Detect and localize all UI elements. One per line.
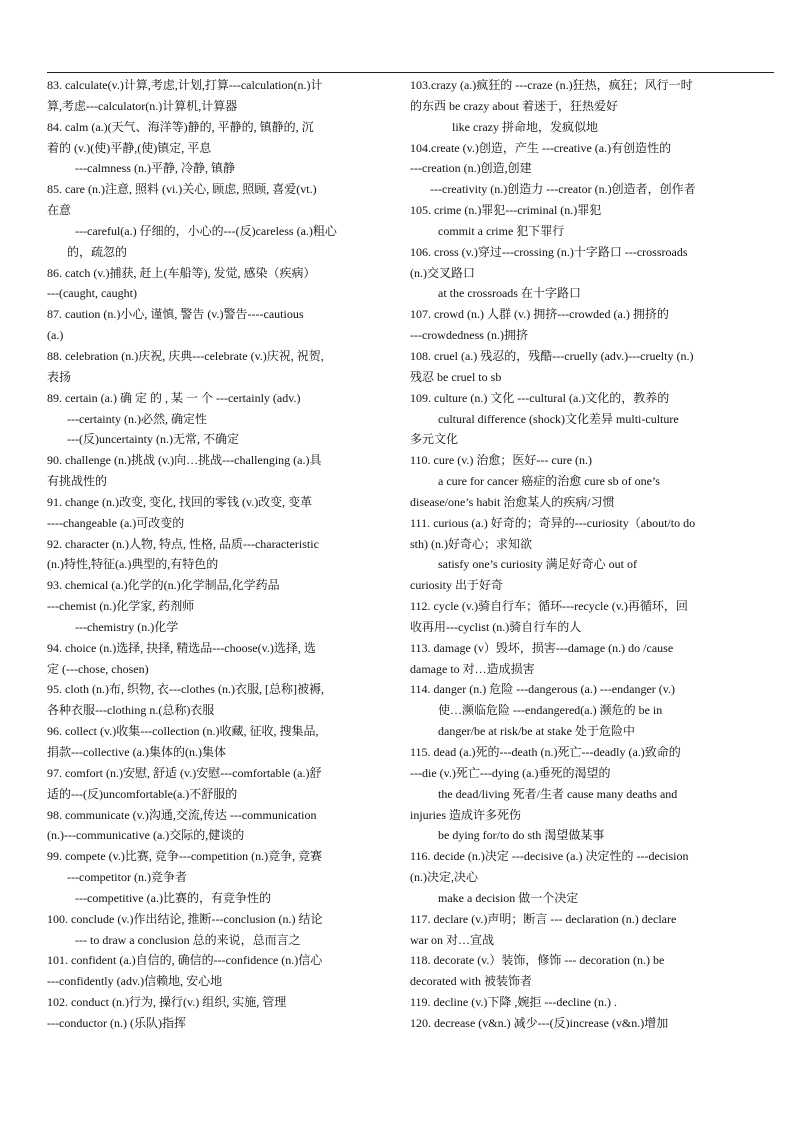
text-line: ---competitor (n.)竞争者 bbox=[67, 870, 187, 885]
text-line: 多元文化 bbox=[410, 432, 459, 447]
text-line: --- to draw a conclusion 总的来说，总而言之 bbox=[75, 932, 301, 947]
right-column bbox=[410, 75, 774, 1034]
text-line: (n.)特性,特征(a.)典型的,有特色的 bbox=[47, 557, 219, 572]
text-line: 101. confident (a.)自信的, 确信的---confidence (n.)信心 bbox=[47, 953, 323, 968]
text-line: injuries 造成许多死伤 bbox=[410, 807, 521, 822]
text-line: be dying for/to do sth 渴望做某事 bbox=[438, 828, 605, 843]
text-line: 捐款---collective (a.)集体的(n.)集体 bbox=[47, 745, 226, 759]
text-line: 106. cross (v.)穿过---crossing (n.)十字路口 ---crossroads bbox=[410, 244, 688, 259]
text-line: 在意 bbox=[47, 203, 72, 218]
text-line: like crazy 拼命地，发疯似地 bbox=[452, 119, 598, 134]
text-line: damage to 对…造成损害 bbox=[410, 661, 535, 676]
text-line: war on 对…宣战 bbox=[410, 932, 494, 947]
text-line: commit a crime 犯下罪行 bbox=[438, 223, 565, 238]
text-line: 93. chemical (a.)化学的(n.)化学制品,化学药品 bbox=[47, 578, 280, 593]
text-line: 的，疏忽的 bbox=[67, 244, 128, 259]
text-line: 115. dead (a.)死的---death (n.)死亡---deadly (a.)致命的 bbox=[410, 745, 681, 759]
text-line: decorated with 被装饰者 bbox=[410, 974, 532, 989]
text-line: ---competitive (a.)比赛的，有竞争性的 bbox=[75, 890, 271, 905]
text-line: 90. challenge (n.)挑战 (v.)向…挑战---challenging (a.)具 bbox=[47, 453, 322, 468]
text-line: 114. danger (n.) 危险 ---dangerous (a.) ---endanger (v.) bbox=[410, 682, 675, 697]
text-line: 100. conclude (v.)作出结论, 推断---conclusion (n.) 结论 bbox=[47, 911, 323, 926]
text-line: 111. curious (a.) 好奇的；奇异的---curiosity（about/to do bbox=[410, 515, 696, 530]
text-line: 84. calm (a.)(天气、海洋等)静的, 平静的, 镇静的, 沉 bbox=[47, 119, 314, 134]
text-line: the dead/living 死者/生者 cause many deaths and bbox=[438, 786, 678, 801]
text-line: cultural difference (shock)文化差异 multi-culture bbox=[438, 411, 679, 426]
text-line: (n.)---communicative (a.)交际的,健谈的 bbox=[47, 828, 245, 843]
text-line: 107. crowd (n.) 人群 (v.) 拥挤---crowded (a.) 拥挤的 bbox=[410, 307, 669, 322]
text-line: 表扬 bbox=[47, 369, 72, 384]
text-line: 适的---(反)uncomfortable(a.)不舒服的 bbox=[47, 786, 238, 801]
text-line: 116. decide (n.)决定 ---decisive (a.) 决定性的 ---decision bbox=[410, 849, 689, 864]
text-line: 120. decrease (v&n.) 减少---(反)increase (v&n.)增加 bbox=[410, 1015, 669, 1030]
text-line: 96. collect (v.)收集---collection (n.)收藏, 征收, 搜集品, bbox=[47, 724, 319, 739]
header-rule bbox=[47, 72, 774, 73]
text-line: 94. choice (n.)选择, 抉择, 精选品---choose(v.)选择, 选 bbox=[47, 640, 316, 655]
text-line: ---(caught, caught) bbox=[47, 286, 137, 301]
text-line: ---confidently (adv.)信赖地, 安心地 bbox=[47, 974, 223, 989]
text-line: make a decision 做一个决定 bbox=[438, 890, 579, 905]
text-line: (n.)决定,决心 bbox=[410, 870, 478, 885]
text-line: ---(反)uncertainty (n.)无常, 不确定 bbox=[67, 432, 239, 447]
text-line: 定 (---chose, chosen) bbox=[47, 661, 149, 676]
text-line: ----changeable (a.)可改变的 bbox=[47, 515, 185, 530]
text-line: ---conductor (n.) (乐队)指挥 bbox=[47, 1015, 186, 1030]
text-line: 95. cloth (n.)布, 织物, 衣---clothes (n.)衣服, [总称]被褥, bbox=[47, 682, 324, 697]
text-line: 91. change (n.)改变, 变化, 找回的零钱 (v.)改变, 变革 bbox=[47, 494, 313, 509]
text-line: ---creativity (n.)创造力 ---creator (n.)创造者，创作者 bbox=[430, 182, 696, 197]
text-line: sth) (n.)好奇心；求知欲 bbox=[410, 536, 532, 551]
text-line: 98. communicate (v.)沟通,交流,传达 ---communication bbox=[47, 807, 317, 822]
text-line: 103.crazy (a.)疯狂的 ---craze (n.)狂热，疯狂；风行一时 bbox=[410, 78, 693, 92]
text-line: danger/be at risk/be at stake 处于危险中 bbox=[438, 724, 635, 739]
text-line: 收再用---cyclist (n.)骑自行车的人 bbox=[410, 619, 582, 634]
text-line: 的东西 be crazy about 着迷于，狂热爱好 bbox=[410, 98, 618, 113]
text-line: a cure for cancer 癌症的治愈 cure sb of one’s bbox=[438, 474, 660, 489]
text-line: 104.create (v.)创造，产生 ---creative (a.)有创造性的 bbox=[410, 140, 672, 155]
text-line: 118. decorate (v.）装饰，修饰 --- decoration (n.) be bbox=[410, 953, 665, 968]
text-line: 102. conduct (n.)行为, 操行(v.) 组织, 实施, 管理 bbox=[47, 995, 287, 1010]
text-line: ---chemist (n.)化学家, 药剂师 bbox=[47, 599, 195, 614]
text-line: curiosity 出于好奇 bbox=[410, 578, 503, 593]
text-line: ---die (v.)死亡---dying (a.)垂死的渴望的 bbox=[410, 765, 611, 780]
text-line: 83. calculate(v.)计算,考虑,计划,打算---calculation(n.)计 bbox=[47, 78, 323, 92]
text-line: 89. certain (a.) 确 定 的 , 某 一 个 ---certainly (adv.) bbox=[47, 390, 301, 405]
text-line: 108. cruel (a.) 残忍的，残酷---cruelly (adv.)---cruelty (n.) bbox=[410, 348, 694, 363]
text-line: 110. cure (v.) 治愈；医好--- cure (n.) bbox=[410, 453, 593, 468]
text-line: 99. compete (v.)比赛, 竞争---competition (n.)竞争, 竞赛 bbox=[47, 849, 323, 864]
text-line: (a.) bbox=[47, 328, 64, 343]
text-line: 算,考虑---calculator(n.)计算机,计算器 bbox=[47, 98, 238, 113]
text-line: 105. crime (n.)罪犯---criminal (n.)罪犯 bbox=[410, 203, 602, 218]
text-line: 残忍 be cruel to sb bbox=[410, 369, 502, 384]
text-line: 86. catch (v.)捕获, 赶上(车船等), 发觉, 感染（疾病） bbox=[47, 265, 316, 280]
text-line: 109. culture (n.) 文化 ---cultural (a.)文化的，教养的 bbox=[410, 390, 670, 405]
text-line: ---chemistry (n.)化学 bbox=[75, 619, 179, 634]
text-line: ---creation (n.)创造,创建 bbox=[410, 161, 532, 176]
text-line: 有挑战性的 bbox=[47, 474, 108, 489]
text-line: satisfy one’s curiosity 满足好奇心 out of bbox=[438, 557, 637, 572]
text-line: ---careful(a.) 仔细的，小心的---(反)careless (a.)粗心 bbox=[75, 223, 337, 238]
left-column bbox=[47, 75, 388, 1034]
text-line: (n.)交叉路口 bbox=[410, 265, 475, 280]
text-line: 85. care (n.)注意, 照料 (vi.)关心, 顾虑, 照顾, 喜爱(vt.) bbox=[47, 182, 317, 197]
text-line: 119. decline (v.)下降 ,婉拒 ---decline (n.) . bbox=[410, 995, 618, 1010]
text-line: at the crossroads 在十字路口 bbox=[438, 286, 581, 301]
text-line: 97. comfort (n.)安慰, 舒适 (v.)安慰---comfortable (a.)舒 bbox=[47, 765, 322, 780]
text-line: 88. celebration (n.)庆祝, 庆典---celebrate (v.)庆祝, 祝贺, bbox=[47, 348, 324, 363]
text-line: 112. cycle (v.)骑自行车；循环---recycle (v.)再循环，回 bbox=[410, 599, 688, 614]
text-line: disease/one’s habit 治愈某人的疾病/习惯 bbox=[410, 494, 615, 509]
text-line: 92. character (n.)人物, 特点, 性格, 品质---characteristic bbox=[47, 536, 319, 551]
text-line: 着的 (v.)(使)平静,(使)镇定, 平息 bbox=[47, 140, 212, 155]
text-line: 113. damage (v）毁坏，损害---damage (n.) do /cause bbox=[410, 640, 674, 655]
text-line: 117. declare (v.)声明；断言 --- declaration (n.) declare bbox=[410, 911, 677, 926]
text-line: ---calmness (n.)平静, 冷静, 镇静 bbox=[75, 161, 235, 176]
text-line: 各种衣服---clothing n.(总称)衣服 bbox=[47, 703, 215, 718]
text-line: ---crowdedness (n.)拥挤 bbox=[410, 328, 528, 343]
text-line: ---certainty (n.)必然, 确定性 bbox=[67, 411, 207, 426]
text-line: 使…濒临危险 ---endangered(a.) 濒危的 be in bbox=[438, 703, 663, 718]
text-line: 87. caution (n.)小心, 谨慎, 警告 (v.)警告----cautious bbox=[47, 307, 304, 322]
